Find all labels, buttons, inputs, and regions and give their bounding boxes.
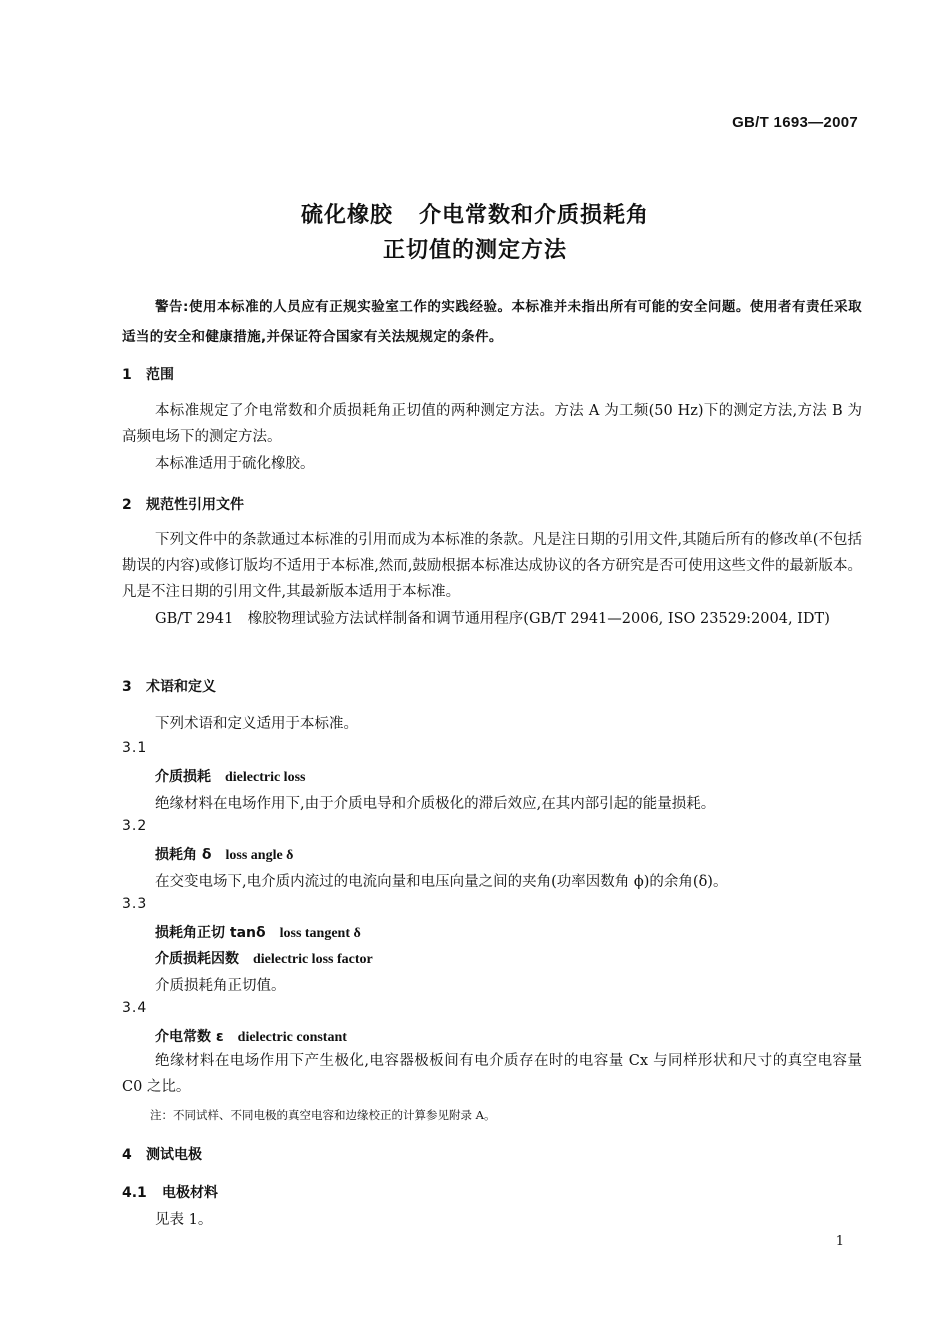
term-3-3-alt xyxy=(155,948,373,968)
term-3-3-definition: 介质损耗角正切值。 xyxy=(155,978,286,994)
section-4-1-text: 见表 1。 xyxy=(155,1212,213,1228)
section-4-number: 4 xyxy=(122,1147,132,1163)
term-3-4 xyxy=(155,1026,347,1046)
section-4-1-title: 电极材料 xyxy=(162,1185,218,1201)
section-2-paragraph: 下列文件中的条款通过本标准的引用而成为本标准的条款。凡是注日期的引用文件,其随后所有的修改单(不包括勘误的内容)或修订版均不适用于本标准,然而,鼓励根据本标准达成协议的各方研究是否可使用这些文件的最新版本。凡是不注日期的引用文件,其最新版本适用于本标准。 xyxy=(122,532,862,600)
section-2-heading xyxy=(122,494,244,514)
term-3-4-zh: 介电常数 ε xyxy=(155,1029,224,1045)
term-3-1 xyxy=(155,766,305,786)
normative-reference: GB/T 2941 橡胶物理试验方法试样制备和调节通用程序(GB/T 2941—2006, ISO 23529:2004, IDT) xyxy=(155,611,830,627)
term-3-2-zh: 损耗角 δ xyxy=(155,847,212,863)
section-4-title: 测试电极 xyxy=(146,1147,202,1163)
term-3-4-en: dielectric constant xyxy=(237,1030,347,1045)
section-1-number: 1 xyxy=(122,367,132,383)
section-3-intro: 下列术语和定义适用于本标准。 xyxy=(155,716,358,732)
section-1-paragraph-1: 本标准规定了介电常数和介质损耗角正切值的两种测定方法。方法 A 为工频(50 Hz)下的测定方法,方法 B 为高频电场下的测定方法。 xyxy=(122,403,862,445)
section-1-title: 范围 xyxy=(146,367,174,383)
section-4-1-heading xyxy=(122,1182,218,1202)
term-3-2-definition: 在交变电场下,电介质内流过的电流向量和电压向量之间的夹角(功率因数角 ϕ)的余角(δ)。 xyxy=(155,874,728,890)
section-1-heading xyxy=(122,364,174,384)
term-3-1-zh: 介质损耗 xyxy=(155,769,211,785)
term-3-2 xyxy=(155,844,293,864)
term-3-2-number: 3.2 xyxy=(122,818,148,834)
term-3-3-zh: 损耗角正切 tanδ xyxy=(155,925,266,941)
section-3-heading xyxy=(122,676,216,696)
section-4-1-number: 4.1 xyxy=(122,1185,147,1201)
section-3-number: 3 xyxy=(122,679,132,695)
term-3-3-en: loss tangent δ xyxy=(279,926,361,941)
section-3-title: 术语和定义 xyxy=(146,679,216,695)
section-2-number: 2 xyxy=(122,497,132,513)
section-4-heading xyxy=(122,1144,202,1164)
term-3-1-en: dielectric loss xyxy=(225,770,306,785)
term-3-4-definition: 绝缘材料在电场作用下产生极化,电容器极板间有电介质存在时的电容量 Cx 与同样形状和尺寸的真空电容量 C0 之比。 xyxy=(122,1053,862,1095)
section-2-title: 规范性引用文件 xyxy=(146,497,244,513)
term-3-3-en2: dielectric loss factor xyxy=(253,952,373,967)
term-3-1-number: 3.1 xyxy=(122,740,148,756)
document-title-line1 xyxy=(0,198,950,229)
title-part2: 介电常数和介质损耗角 xyxy=(419,203,650,228)
page-number: 1 xyxy=(835,1234,844,1249)
term-3-4-number: 3.4 xyxy=(122,1000,148,1016)
term-3-3-zh2: 介质损耗因数 xyxy=(155,951,239,967)
term-3-3-number: 3.3 xyxy=(122,896,148,912)
title-part1: 硫化橡胶 xyxy=(300,203,393,228)
standard-number: GB/T 1693—2007 xyxy=(732,114,858,131)
section-3-note: 注：不同试样、不同电极的真空电容和边缘校正的计算参见附录 A。 xyxy=(150,1108,496,1122)
term-3-3 xyxy=(155,922,361,942)
safety-warning: 警告:使用本标准的人员应有正规实验室工作的实践经验。本标准并未指出所有可能的安全问题。使用者有责任采取适当的安全和健康措施,并保证符合国家有关法规规定的条件。 xyxy=(122,299,862,345)
section-1-paragraph-2: 本标准适用于硫化橡胶。 xyxy=(155,456,315,472)
term-3-1-definition: 绝缘材料在电场作用下,由于介质电导和介质极化的滞后效应,在其内部引起的能量损耗。 xyxy=(155,796,716,812)
document-title-line2: 正切值的测定方法 xyxy=(382,238,567,263)
term-3-2-en: loss angle δ xyxy=(225,848,294,863)
